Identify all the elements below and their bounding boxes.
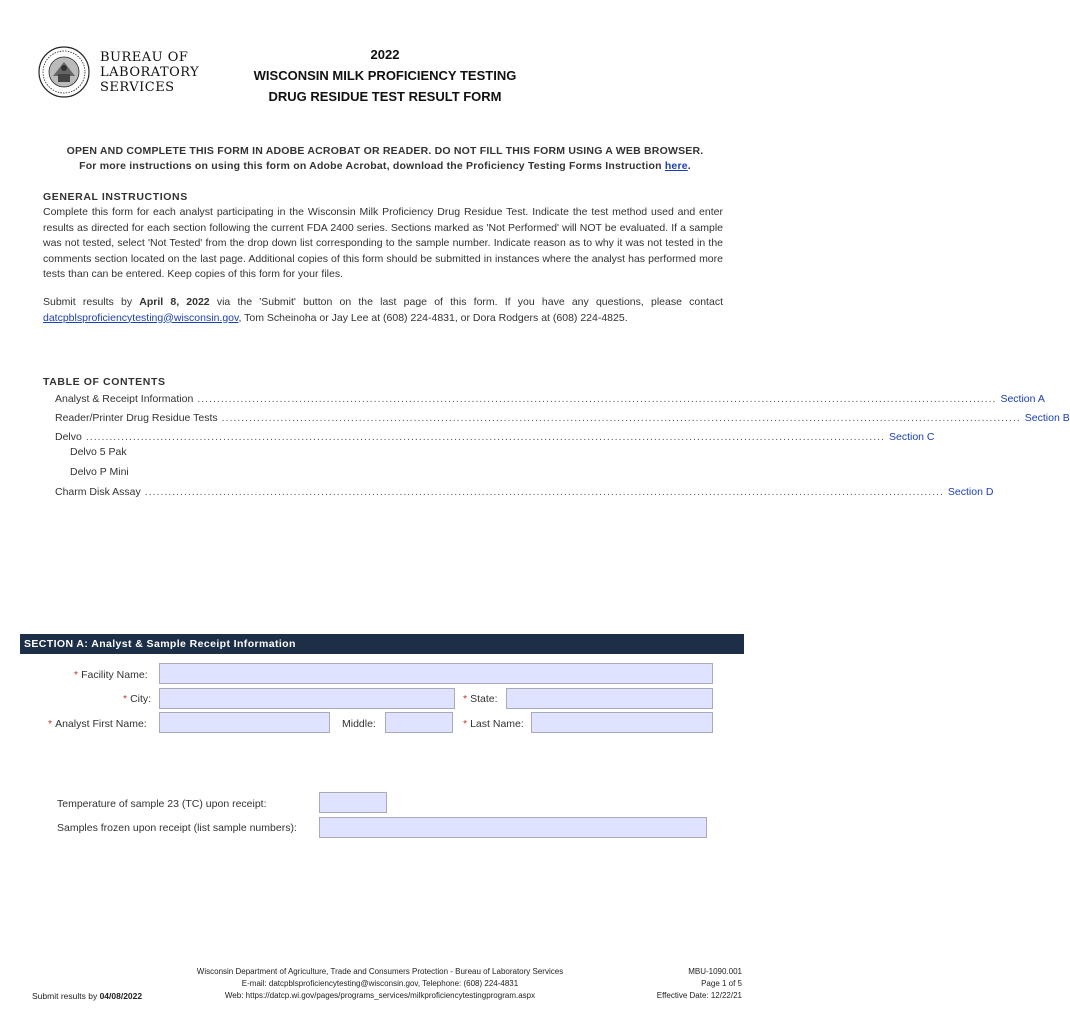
submit-paragraph — [43, 295, 723, 326]
header-title-2: DRUG RESIDUE TEST RESULT FORM — [268, 89, 502, 104]
toc-subitem-delvo-p-mini: Delvo P Mini — [70, 466, 129, 478]
footer-submit-date: 04/08/2022 — [99, 991, 143, 1001]
footer-email-phone: E-mail: datcpblsproficiencytesting@wisconsin.gov, Telephone: (608) 224-4831 — [241, 979, 519, 988]
samples-frozen-label: Samples frozen upon receipt (list sample numbers): — [57, 822, 297, 834]
footer-submit-prefix: Submit results by — [32, 991, 100, 1001]
toc-label: Delvo — [55, 431, 82, 443]
required-marker: * — [48, 718, 53, 730]
submit-suffix: , Tom Scheinoha or Jay Lee at (608) 224-4831, or Dora Rodgers at (608) 224-4825. — [238, 311, 628, 324]
bls-wordmark — [100, 50, 199, 95]
toc-section-link[interactable]: Section C — [888, 431, 935, 443]
state-label-text: State: — [470, 693, 498, 705]
required-marker: * — [463, 718, 468, 730]
footer-form-info — [620, 966, 742, 1002]
footer-form-number: MBU-1090.001 — [688, 967, 742, 976]
submit-date: April 8, 2022 — [139, 296, 210, 308]
submit-mid: via the 'Submit' button on the last page of this form. If you have any questions, please contact — [209, 296, 723, 308]
toc-title: TABLE OF CONTENTS — [43, 376, 166, 388]
city-label — [123, 693, 151, 705]
state-seal-icon — [38, 46, 90, 98]
general-instructions-body: Complete this form for each analyst participating in the Wisconsin Milk Proficiency Drug Residue Test. Indicate the test method used and enter results as directed for each section following the current FDA 2400 series. Sections marked as 'Not Performed' will NOT be evaluated. If a sample was not tested, select 'Not Tested' from the drop down list corresponding to the sample number. Indicate reason as to why it was not tested in the comments section located on the last page. Additional copies of this form should be submitted in instances where the analyst has performed more tests than can be entered. Keep copies of this form for your files. — [43, 206, 723, 280]
section-a-header: SECTION A: Analyst & Sample Receipt Information — [20, 634, 744, 654]
toc-section-link[interactable]: Section A — [1000, 393, 1045, 405]
facility-name-label — [74, 669, 148, 681]
toc-row-section-b[interactable] — [55, 411, 1070, 425]
header-title-1: WISCONSIN MILK PROFICIENCY TESTING — [253, 68, 517, 83]
logo-line-3: SERVICES — [100, 80, 175, 95]
toc-dots: ............................................................................................................................................................................................................ — [221, 412, 1021, 424]
toc-section-link[interactable]: Section B — [1024, 412, 1070, 424]
logo-line-1: BUREAU OF — [100, 50, 189, 65]
toc-label: Charm Disk Assay — [55, 486, 141, 498]
middle-name-input[interactable] — [385, 712, 453, 733]
facility-name-input[interactable] — [159, 663, 713, 684]
toc-dots: ............................................................................................................................................................................................................ — [144, 486, 944, 498]
instructions-link[interactable]: here — [664, 160, 688, 172]
header-year: 2022 — [370, 47, 400, 62]
toc-dots: ............................................................................................................................................................................................................ — [85, 431, 885, 443]
toc-row-section-d[interactable] — [55, 485, 994, 499]
last-name-input[interactable] — [531, 712, 713, 733]
footer-effective-date: Effective Date: 12/22/21 — [656, 991, 742, 1000]
required-marker: * — [74, 669, 79, 681]
toc-label: Analyst & Receipt Information — [55, 393, 194, 405]
temperature-input[interactable] — [319, 792, 387, 813]
logo — [38, 46, 208, 102]
submit-prefix: Submit results by — [43, 296, 140, 308]
analyst-first-name-label — [48, 718, 147, 730]
notice-line-2-suffix: . — [687, 160, 691, 172]
last-name-label — [463, 718, 524, 730]
notice-line-1: OPEN AND COMPLETE THIS FORM IN ADOBE ACROBAT OR READER. DO NOT FILL THIS FORM USING A WEB BROWSER. — [66, 145, 704, 157]
required-marker: * — [463, 693, 468, 705]
last-name-label-text: Last Name: — [470, 718, 524, 730]
footer-web: Web: https://datcp.wi.gov/pages/programs_services/milkproficiencytestingprogram.aspx — [224, 991, 536, 1000]
logo-line-2: LABORATORY — [100, 65, 200, 80]
notice-line-2-text: For more instructions on using this form on Adobe Acrobat, download the Proficiency Testing Forms Instruction — [79, 160, 665, 172]
analyst-first-name-input[interactable] — [159, 712, 330, 733]
footer-contact — [150, 966, 610, 1002]
toc-row-section-a[interactable] — [55, 392, 1045, 406]
toc-row-section-c[interactable] — [55, 430, 935, 444]
middle-name-label: Middle: — [342, 718, 376, 730]
city-label-text: City: — [130, 693, 152, 705]
footer-department: Wisconsin Department of Agriculture, Trade and Consumers Protection - Bureau of Laboratory Services — [196, 967, 564, 976]
notice-line-2 — [20, 159, 750, 174]
footer-page-number: Page 1 of 5 — [701, 979, 742, 988]
contact-email-link[interactable]: datcpblsproficiencytesting@wisconsin.gov — [43, 311, 239, 324]
general-instructions-title: GENERAL INSTRUCTIONS — [43, 191, 188, 203]
state-input[interactable] — [506, 688, 713, 709]
facility-name-label-text: Facility Name: — [81, 669, 148, 681]
toc-dots: ............................................................................................................................................................................................................ — [197, 393, 997, 405]
city-input[interactable] — [159, 688, 455, 709]
notice — [20, 144, 750, 174]
state-label — [463, 693, 498, 705]
toc-section-link[interactable]: Section D — [947, 486, 994, 498]
toc-subitem-delvo-5-pak: Delvo 5 Pak — [70, 446, 127, 458]
samples-frozen-input[interactable] — [319, 817, 707, 838]
required-marker: * — [123, 693, 128, 705]
footer-submit-by — [32, 991, 142, 1001]
analyst-first-name-label-text: Analyst First Name: — [55, 718, 147, 730]
form-header — [230, 44, 540, 107]
toc-label: Reader/Printer Drug Residue Tests — [55, 412, 218, 424]
temperature-label: Temperature of sample 23 (TC) upon receipt: — [57, 798, 267, 810]
